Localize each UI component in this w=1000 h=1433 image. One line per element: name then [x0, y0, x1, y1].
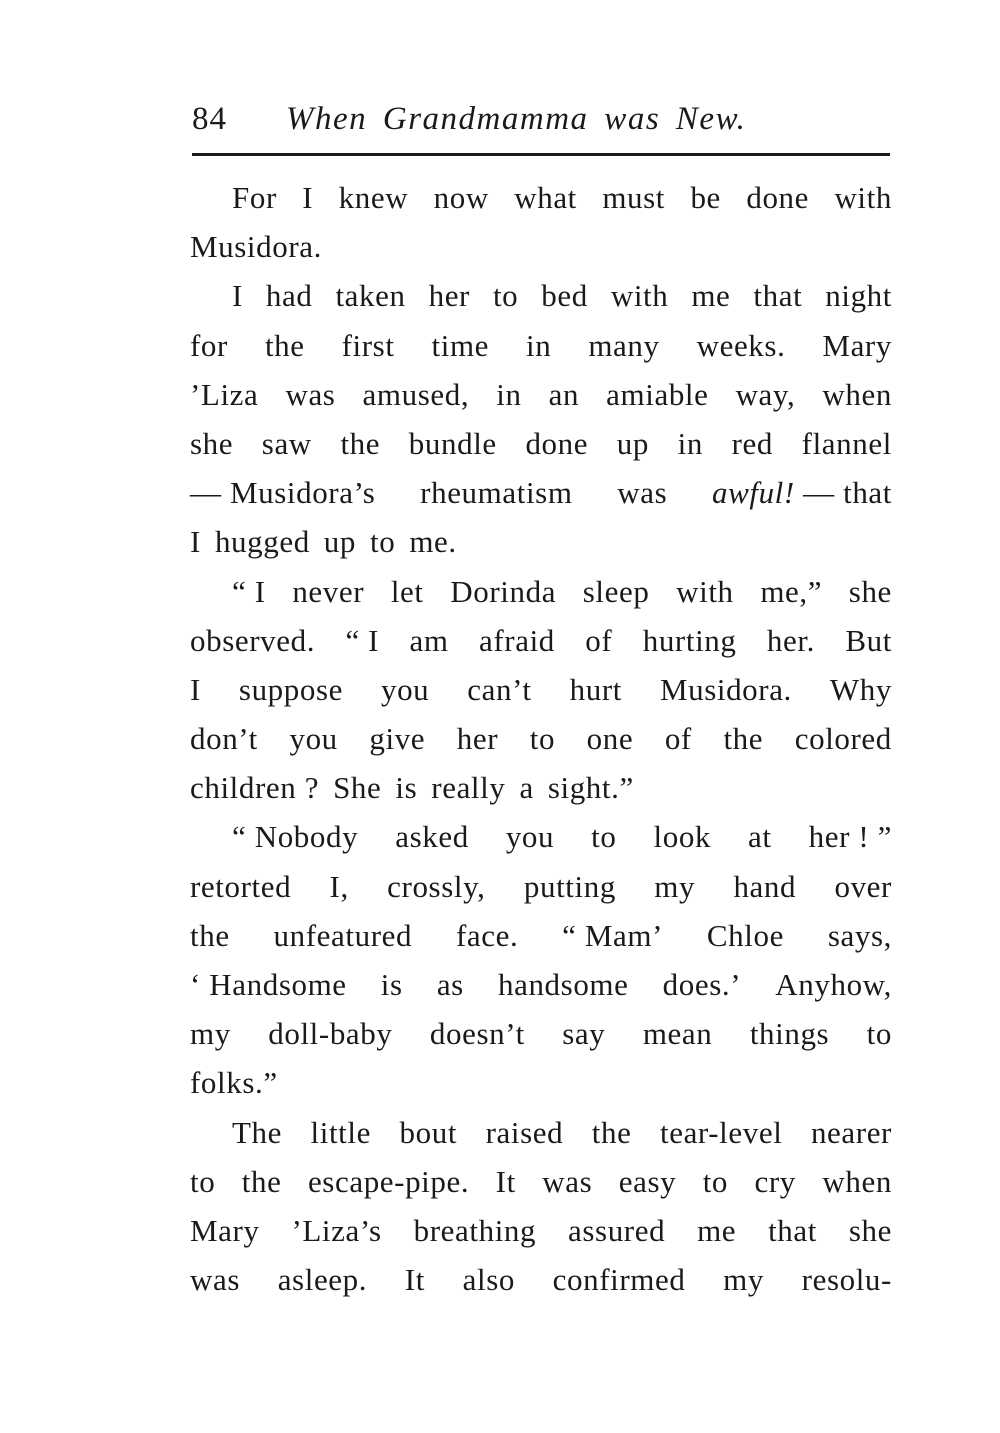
word: to — [702, 1163, 729, 1199]
word: Mary — [822, 327, 892, 363]
word: It — [495, 1163, 516, 1199]
word: tear-level — [660, 1114, 783, 1150]
word: way, — [735, 376, 796, 412]
word: “ Nobody — [232, 819, 359, 855]
word: The — [232, 1114, 282, 1150]
word: ’Liza — [190, 376, 259, 412]
word: with — [834, 180, 892, 215]
text-line — [190, 714, 892, 763]
word: night — [825, 278, 892, 314]
text-line — [190, 222, 892, 271]
word: I, — [329, 868, 349, 904]
text-line — [190, 1157, 892, 1206]
word: I — [302, 180, 314, 215]
text-line — [190, 1255, 892, 1304]
word: to — [370, 524, 396, 560]
word: doll-baby — [268, 1016, 393, 1052]
word: I — [190, 671, 201, 707]
word: when — [822, 376, 892, 412]
word: breathing — [413, 1212, 537, 1248]
word: Mary — [190, 1212, 260, 1248]
word: in — [677, 425, 703, 461]
word: was — [617, 475, 668, 511]
word: up — [616, 425, 649, 461]
text-line — [190, 911, 892, 960]
word: an — [548, 376, 580, 412]
word: give — [369, 721, 426, 757]
word: amiable — [606, 376, 709, 412]
word: she — [190, 425, 234, 461]
word: For — [232, 180, 277, 215]
word: hand — [733, 868, 797, 904]
word: rheumatism — [420, 475, 573, 511]
word: with — [676, 573, 734, 609]
text-line — [190, 173, 892, 222]
word: me — [697, 1212, 737, 1248]
word: knew — [338, 180, 409, 215]
text-line — [190, 567, 892, 616]
word: little — [310, 1114, 371, 1150]
word: up — [323, 524, 356, 560]
word: folks.” — [190, 1065, 278, 1101]
word: observed. — [190, 622, 316, 658]
word: nearer — [810, 1114, 892, 1150]
word: many — [588, 327, 660, 363]
word: hurting — [642, 622, 737, 658]
word: Musidora. — [190, 229, 322, 265]
word: “ Mam’ — [562, 917, 664, 953]
word: now — [433, 180, 489, 215]
word: crossly, — [387, 868, 486, 904]
word: in — [526, 327, 552, 363]
word: had — [265, 278, 313, 314]
word: suppose — [238, 671, 343, 707]
word: what — [514, 180, 577, 215]
word: me,” — [760, 573, 823, 609]
word: resolu- — [801, 1262, 892, 1298]
word: children ? — [190, 770, 320, 806]
text-line — [190, 1009, 892, 1058]
word: her. — [766, 622, 815, 658]
word: bundle — [408, 425, 497, 461]
word: confirmed — [552, 1262, 686, 1298]
word: Musidora. — [659, 671, 792, 707]
word: I — [232, 278, 243, 314]
word: hugged — [214, 524, 310, 560]
word: — Musidora’s — [190, 475, 376, 511]
word: time — [431, 327, 490, 363]
word: “ I — [345, 622, 380, 658]
word: retorted — [190, 868, 292, 904]
text-line — [190, 517, 892, 566]
word: let — [390, 573, 424, 609]
word-italic: awful! — that — [711, 475, 892, 511]
text-line — [190, 419, 892, 468]
word: done — [525, 425, 589, 461]
word: the — [723, 721, 764, 757]
word: say — [562, 1016, 606, 1052]
text-line — [190, 1206, 892, 1255]
word: was — [190, 1262, 241, 1298]
word: you — [380, 671, 430, 707]
word: is — [380, 967, 403, 1002]
word: colored — [794, 721, 892, 757]
word: first — [341, 327, 395, 363]
text-line — [190, 960, 892, 1009]
word: was — [285, 376, 336, 412]
word: look — [653, 819, 712, 855]
word: escape-pipe. — [307, 1163, 470, 1199]
word: ‘ Handsome — [190, 967, 347, 1002]
word: was — [542, 1163, 593, 1199]
word: asked — [395, 819, 469, 855]
word: ’Liza’s — [291, 1212, 382, 1248]
word: be — [690, 180, 721, 215]
word: the — [591, 1114, 632, 1150]
word: with — [610, 278, 669, 314]
word: doesn’t — [429, 1016, 525, 1052]
word: cry — [754, 1163, 796, 1199]
word: of — [664, 721, 692, 757]
word: in — [496, 376, 522, 412]
word: She — [333, 770, 382, 806]
word: the — [340, 425, 381, 461]
word: to — [529, 721, 556, 757]
word: putting — [523, 868, 616, 904]
word: that — [753, 278, 803, 314]
word: over — [834, 868, 892, 904]
word: me — [691, 278, 731, 314]
word: you — [289, 721, 338, 757]
word: you — [505, 819, 555, 855]
word: to — [866, 1016, 892, 1052]
running-head — [192, 93, 890, 145]
word: It — [404, 1262, 425, 1298]
word: me. — [409, 524, 457, 560]
word: my — [723, 1262, 764, 1298]
word: the — [190, 917, 230, 953]
running-title: When Grandmamma was New. — [286, 101, 747, 137]
word: says, — [827, 917, 892, 953]
word: she — [848, 1212, 892, 1248]
word: easy — [618, 1163, 677, 1199]
text-line — [190, 370, 892, 419]
word: my — [654, 868, 696, 904]
word: a — [519, 770, 534, 806]
word: can’t — [467, 671, 532, 707]
word: her — [428, 278, 470, 314]
text-line — [190, 616, 892, 665]
word: for — [190, 327, 228, 363]
word: is — [395, 770, 418, 806]
word: face. — [455, 917, 519, 953]
word: she — [848, 573, 892, 609]
text-line — [190, 1058, 892, 1107]
word: when — [822, 1163, 892, 1199]
word: I — [190, 524, 201, 560]
word: my — [190, 1016, 231, 1052]
word: Why — [829, 671, 892, 707]
word: really — [431, 770, 506, 806]
word: “ I — [232, 573, 266, 609]
word: But — [845, 622, 892, 658]
word: amused, — [362, 376, 470, 412]
word: red — [731, 425, 773, 461]
word: things — [749, 1016, 830, 1052]
word: done — [746, 180, 810, 215]
text-line — [190, 271, 892, 320]
word: saw — [261, 425, 312, 461]
word: one — [586, 721, 634, 757]
text-line — [190, 468, 892, 517]
text-line — [190, 763, 892, 812]
word: hurt — [569, 671, 622, 707]
word: asleep. — [277, 1262, 368, 1298]
header-rule — [192, 153, 890, 156]
word: weeks. — [696, 327, 786, 363]
word: as — [436, 967, 464, 1002]
word: flannel — [801, 425, 892, 461]
word: sleep — [582, 573, 650, 609]
word: of — [585, 622, 613, 658]
word: raised — [485, 1114, 564, 1150]
word: Anyhow, — [775, 967, 892, 1002]
text-line — [190, 665, 892, 714]
word: sight.” — [547, 770, 634, 806]
word: don’t — [190, 721, 258, 757]
text-line — [190, 321, 892, 370]
word: at — [748, 819, 772, 855]
word: must — [602, 180, 666, 215]
word: to — [591, 819, 617, 855]
word: the — [264, 327, 305, 363]
word: assured — [568, 1212, 666, 1248]
word: to — [190, 1163, 216, 1199]
word: that — [768, 1212, 817, 1248]
word: also — [462, 1262, 515, 1298]
word: to — [492, 278, 519, 314]
body-text — [190, 173, 892, 1304]
word: handsome — [498, 967, 629, 1002]
text-line — [190, 862, 892, 911]
word: Dorinda — [450, 573, 557, 609]
word: am — [409, 622, 449, 658]
word: the — [241, 1163, 282, 1199]
text-line — [190, 1108, 892, 1157]
word: her — [456, 721, 499, 757]
page-number: 84 — [192, 101, 227, 137]
word: bout — [399, 1114, 458, 1150]
word: mean — [642, 1016, 713, 1052]
word: Chloe — [706, 917, 784, 953]
word: unfeatured — [273, 917, 413, 953]
word: taken — [335, 278, 406, 314]
word: her ! ” — [808, 819, 892, 855]
text-line — [190, 812, 892, 861]
word: afraid — [479, 622, 555, 658]
word: bed — [541, 278, 588, 314]
word: does.’ — [662, 967, 742, 1002]
word: never — [292, 573, 365, 609]
